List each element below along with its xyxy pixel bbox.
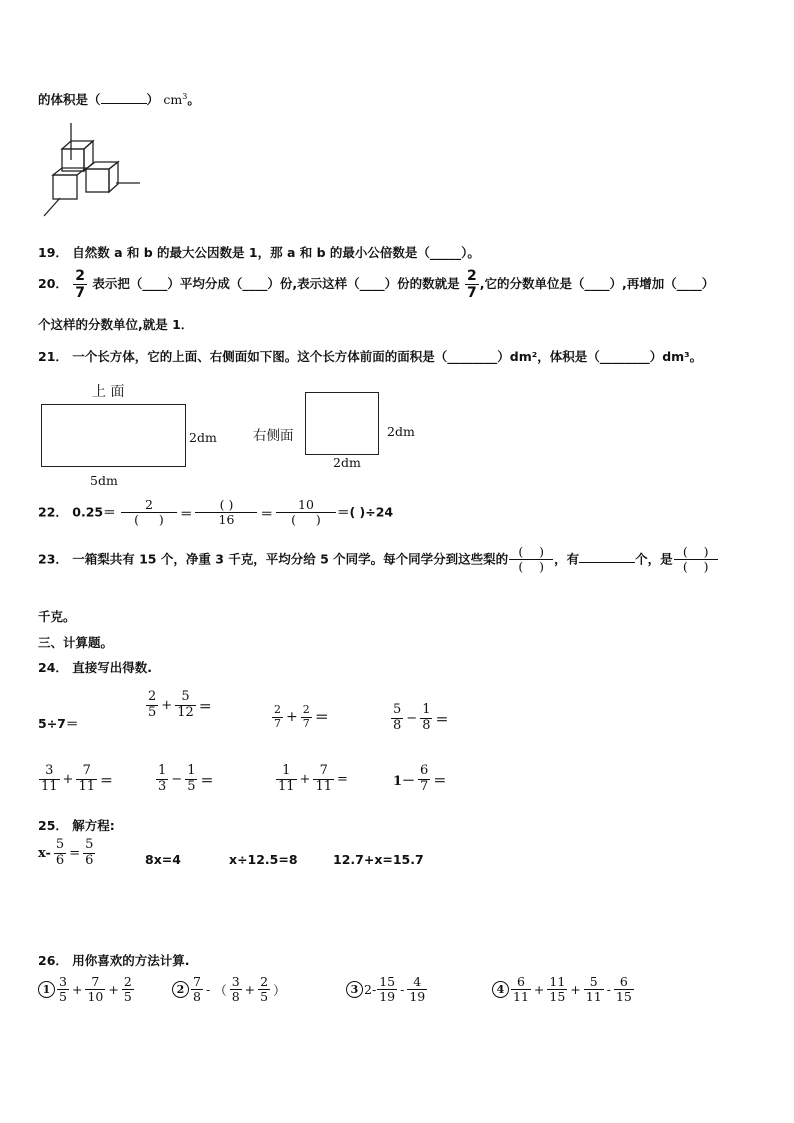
circled-number-1: 1: [38, 981, 55, 998]
top-face-rect: [41, 404, 186, 467]
q24-r1-d: $\frac{5}{8}$ − $\frac{1}{8}$ ＝: [393, 702, 449, 733]
circled-number-4: 4: [492, 981, 509, 998]
q25-eq-1: x- $\frac{5}{6}$ = $\frac{5}{6}$: [38, 837, 94, 868]
q24-r1-c: $\frac{2}{7}$ + $\frac{2}{7}$ ＝: [274, 703, 329, 730]
q24-r1-a: 5÷7＝: [38, 716, 79, 731]
question-21: 21． 一个长方体，它的上面、右侧面如下图。这个长方体前面的面积是（________）dm²，体积是（________）dm³。: [38, 349, 703, 364]
volume-unit: $cm^3$: [163, 91, 188, 107]
right-face-label: 右侧面: [253, 428, 294, 444]
q22-fraction-1: $\frac{2}{( )}$: [121, 498, 177, 528]
question-22: 22． 0.25＝ $\frac{2}{( )}$ ＝ $\frac{( )}{16}$ ＝ $\frac{10}{( )}$ ＝( )÷24: [38, 497, 394, 528]
q24-r2-b: $\frac{1}{3}$ − $\frac{1}{5}$ ＝: [158, 763, 214, 794]
q26-problem-4: 4 $\frac{6}{11}$ + $\frac{11}{15}$ + $\frac{5}{11}$ - $\frac{6}{15}$: [492, 975, 635, 1005]
q23-count-blank[interactable]: [579, 562, 635, 563]
q23-mid2: 个，是: [635, 551, 673, 567]
q25-eq-2: 8x=4: [145, 852, 181, 867]
q22-fraction-2: $\frac{( )}{16}$: [195, 498, 257, 528]
q24-r1-b: $\frac{2}{5}$ + $\frac{5}{12}$ ＝: [148, 689, 212, 720]
circled-number-3: 3: [346, 981, 363, 998]
q24-r2-a: $\frac{3}{11}$ + $\frac{7}{11}$ ＝: [41, 763, 114, 794]
top-face-label: 上 面: [92, 384, 125, 400]
question-26-title: 26． 用你喜欢的方法计算.: [38, 953, 190, 968]
cube-figure: [40, 120, 150, 220]
question-20: [38, 268, 714, 301]
question-23: [38, 545, 719, 575]
q22-tail: ＝( )÷24: [336, 504, 394, 520]
fraction-2-7: $\frac{2}{7}$: [75, 268, 86, 302]
q25-eq-4: 12.7+x=15.7: [333, 852, 424, 867]
answer-blank[interactable]: [101, 103, 147, 104]
question-number: 20．: [38, 276, 68, 292]
q22-fraction-3: $\frac{10}{( )}$: [276, 498, 336, 528]
q24-r2-d: 1－ $\frac{6}{7}$ ＝: [393, 763, 447, 794]
right-face-width: 2dm: [333, 455, 361, 470]
circled-number-2: 2: [172, 981, 189, 998]
q23-tail: 千克。: [38, 609, 76, 624]
fraction-2-7-b: $\frac{2}{7}$: [466, 268, 477, 302]
q23-fraction-blank-2[interactable]: $\frac{( )}{( )}$: [674, 545, 718, 575]
q26-problem-1: 1 $\frac{3}{5}$ + $\frac{7}{10}$ + $\frac{2}{5}$: [38, 975, 135, 1005]
q22-lead: 22． 0.25＝: [38, 504, 116, 520]
top-face-length: 5dm: [90, 473, 118, 488]
top-face-height: 2dm: [189, 430, 217, 445]
q25-eq-3: x÷12.5=8: [229, 852, 298, 867]
q23-fraction-blank-1[interactable]: $\frac{( )}{( )}$: [509, 545, 553, 575]
right-face-height: 2dm: [387, 424, 415, 439]
question-24-title: 24． 直接写出得数.: [38, 660, 152, 675]
volume-question-line: [38, 90, 200, 108]
question-25-title: 25． 解方程:: [38, 818, 115, 833]
q20-line-2: 个这样的分数单位,就是 1．: [38, 317, 194, 332]
section-heading: 三、计算题。: [38, 635, 114, 650]
q23-mid: ，有: [554, 551, 580, 567]
q26-problem-3: 3 2- $\frac{15}{19}$ - $\frac{4}{19}$: [346, 975, 428, 1005]
q26-problem-2: 2 $\frac{7}{8}$ - （ $\frac{3}{8}$ + $\frac{2}{5}$ ）: [172, 975, 288, 1005]
q20-text-1: 表示把（____）平均分成（____）份,表示这样（____）份的数就是: [92, 276, 460, 292]
volume-suffix: ）: [146, 92, 160, 107]
q20-text-2: ,它的分数单位是（____）,再增加（____）: [479, 276, 715, 292]
q23-text: 23． 一箱梨共有 15 个，净重 3 千克，平均分给 5 个同学。每个同学分到这些梨的: [38, 551, 509, 567]
volume-end: 。: [187, 92, 200, 107]
question-19: 19． 自然数 a 和 b 的最大公因数是 1，那 a 和 b 的最小公倍数是（_____）。: [38, 245, 480, 260]
volume-prefix: 的体积是（: [38, 92, 101, 107]
q24-r2-c: $\frac{1}{11}$ + $\frac{7}{11}$ =: [278, 763, 348, 794]
right-face-rect: [305, 392, 379, 455]
